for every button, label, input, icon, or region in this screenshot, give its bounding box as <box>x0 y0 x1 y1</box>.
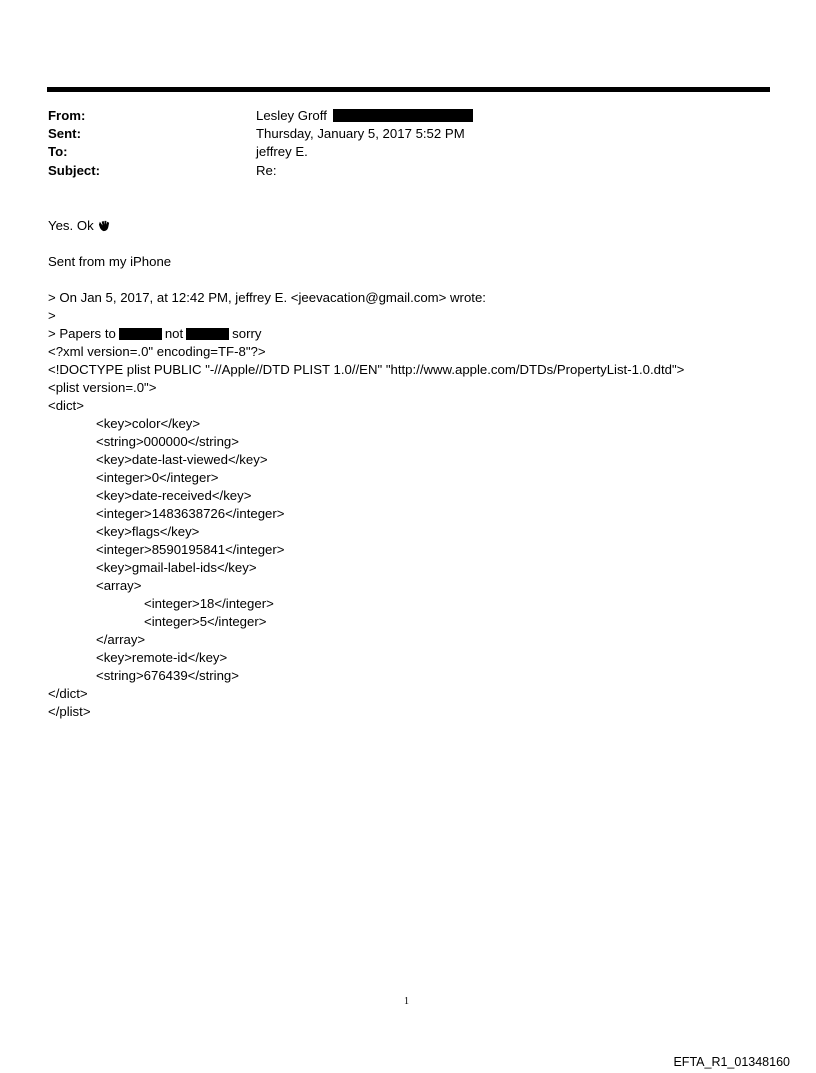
page-number: 1 <box>404 996 409 1007</box>
header-rule <box>47 87 770 92</box>
reply-line <box>48 217 788 235</box>
sent-row <box>48 125 748 143</box>
plist-remote-value: <string>676439</string> <box>96 668 239 683</box>
redaction-bar <box>186 328 229 340</box>
plist-remote-key: <key>remote-id</key> <box>96 650 228 665</box>
quote-papers-line <box>48 325 788 343</box>
plist-entry: <integer>8590195841</integer> <box>96 542 285 557</box>
redaction-bar <box>119 328 162 340</box>
plist-array-item: <integer>18</integer> <box>144 596 274 611</box>
plist-entry: <key>flags</key> <box>96 524 200 539</box>
quote-intro: > On Jan 5, 2017, at 12:42 PM, jeffrey E. <jeevacation@gmail.com> wrote: <box>48 290 486 305</box>
signature-line: Sent from my iPhone <box>48 254 172 269</box>
plist-array-item: <integer>5</integer> <box>144 614 267 629</box>
bates-number: EFTA_R1_01348160 <box>673 1055 790 1069</box>
plist-entry: <array> <box>96 578 142 593</box>
subject-value: Re: <box>256 162 277 178</box>
email-header <box>48 107 748 180</box>
plist-entry: <key>date-received</key> <box>96 488 252 503</box>
plist-entry: <integer>1483638726</integer> <box>96 506 285 521</box>
plist-array-close: </array> <box>96 632 146 647</box>
quote-papers-prefix: > Papers to <box>48 326 116 341</box>
plist-entry: <key>date-last-viewed</key> <box>96 452 268 467</box>
plist-doctype: <!DOCTYPE plist PUBLIC "-//Apple//DTD PLIST 1.0//EN" "http://www.apple.com/DTDs/PropertyList-1.0.dtd"> <box>48 362 685 377</box>
plist-close: </plist> <box>48 704 91 719</box>
to-row <box>48 143 748 161</box>
from-value <box>256 107 473 125</box>
redaction-bar <box>333 109 473 122</box>
quote-blank: > <box>48 308 56 323</box>
sent-value: Thursday, January 5, 2017 5:52 PM <box>256 126 465 142</box>
to-label: To: <box>48 144 68 160</box>
plist-entry: <integer>0</integer> <box>96 470 219 485</box>
subject-label: Subject: <box>48 162 101 178</box>
plist-entry: <key>gmail-label-ids</key> <box>96 560 257 575</box>
from-name: Lesley Groff <box>256 108 327 123</box>
plist-open: <plist version=.0"> <box>48 380 157 395</box>
to-value: jeffrey E. <box>256 144 308 160</box>
dict-close: </dict> <box>48 686 88 701</box>
subject-row <box>48 162 748 180</box>
sent-label: Sent: <box>48 126 81 142</box>
from-row <box>48 107 748 125</box>
plist-entry: <key>color</key> <box>96 416 201 431</box>
dict-open: <dict> <box>48 398 84 413</box>
email-body <box>48 217 788 721</box>
from-label: From: <box>48 108 86 123</box>
quote-papers-suffix: sorry <box>232 326 262 341</box>
plist-xml-decl: <?xml version=.0" encoding=TF-8"?> <box>48 344 266 359</box>
quote-papers-mid: not <box>164 326 184 341</box>
plist-entry: <string>000000</string> <box>96 434 239 449</box>
reply-text: Yes. Ok <box>48 218 94 233</box>
waving-hand-icon <box>98 219 111 232</box>
